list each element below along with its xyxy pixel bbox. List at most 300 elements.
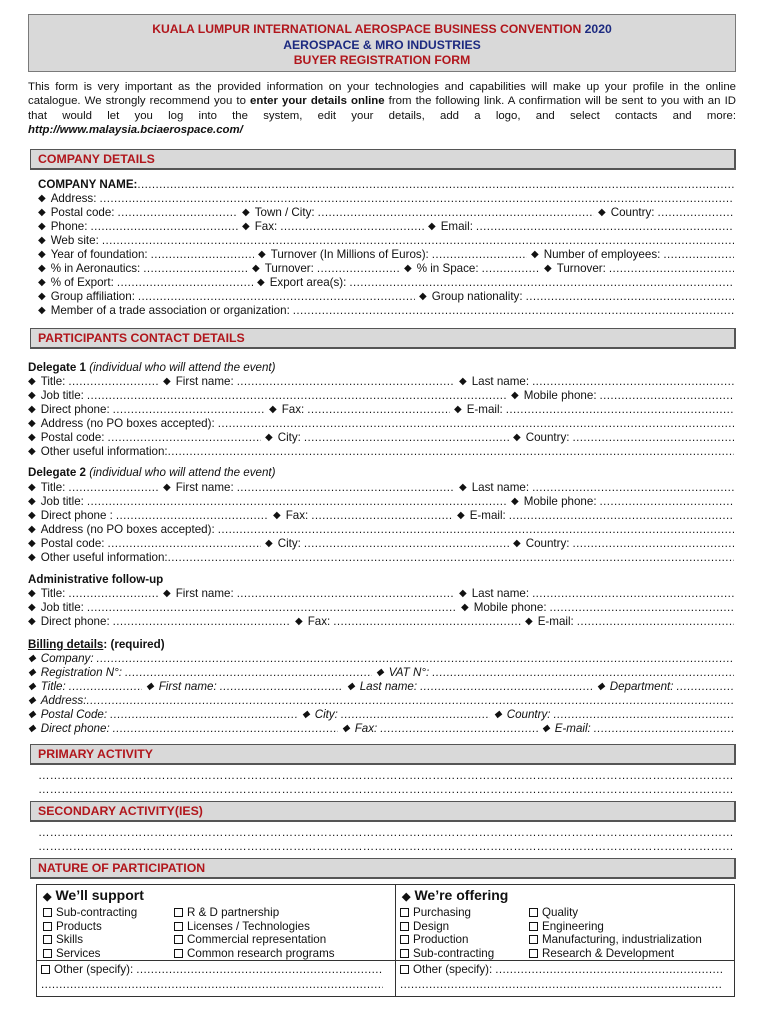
checkbox-square-icon[interactable] xyxy=(400,922,409,931)
fill-in-dotted-line[interactable] xyxy=(108,537,261,551)
header-year: 2020 xyxy=(584,22,612,36)
turnover-aero-field[interactable] xyxy=(248,262,400,276)
fill-in-dotted-line[interactable] xyxy=(600,495,734,509)
billing-email-field[interactable] xyxy=(538,722,734,736)
checkbox-square-icon[interactable] xyxy=(400,908,409,917)
header-line-2: AEROSPACE & MRO INDUSTRIES xyxy=(283,37,481,52)
offer-production-checkbox[interactable]: Production xyxy=(400,933,468,947)
section-company-details: COMPANY DETAILS xyxy=(30,149,736,170)
fill-in-dotted-line[interactable] xyxy=(677,680,735,694)
fill-in-dotted-line[interactable] xyxy=(432,248,527,262)
fill-in-dotted-line[interactable] xyxy=(311,509,453,523)
d1-other-info-field[interactable] xyxy=(28,445,734,459)
fill-in-dotted-line[interactable] xyxy=(87,495,507,509)
field-label: City: xyxy=(277,537,301,550)
field-label: Fax: xyxy=(254,220,278,233)
fill-in-dotted-line[interactable] xyxy=(116,509,269,523)
field-label: Other (specify): xyxy=(54,963,134,976)
bullet-diamond-icon: ◆ xyxy=(513,538,521,549)
d2-mobile-field[interactable] xyxy=(507,495,734,509)
fill-in-dotted-line[interactable] xyxy=(532,375,734,389)
billing-company-field[interactable] xyxy=(28,652,734,666)
primary-activity-line-1[interactable] xyxy=(38,769,734,783)
field-label: Job title: xyxy=(40,601,84,614)
checkbox-square-icon[interactable] xyxy=(400,965,409,974)
email-field[interactable] xyxy=(424,220,734,234)
bullet-diamond-icon: ◆ xyxy=(28,709,36,720)
d2-address-field[interactable] xyxy=(28,523,734,537)
section-primary-activity: PRIMARY ACTIVITY xyxy=(30,744,736,765)
admin-mobile-field[interactable] xyxy=(457,601,734,615)
billing-first-name-field[interactable] xyxy=(142,680,343,694)
fill-in-dotted-line[interactable] xyxy=(168,445,734,459)
d1-direct-phone-field[interactable] xyxy=(28,403,265,417)
field-label: E-mail: xyxy=(466,403,503,416)
field-label: Turnover: xyxy=(264,262,314,275)
field-label: Address (no PO boxes accepted): xyxy=(40,523,215,536)
bullet-diamond-icon: ◆ xyxy=(28,418,36,429)
bullet-diamond-icon: ◆ xyxy=(265,538,273,549)
offer-quality-checkbox[interactable]: Quality xyxy=(529,906,578,920)
fill-in-dotted-line[interactable] xyxy=(102,234,734,248)
bullet-diamond-icon: ◆ xyxy=(531,249,539,260)
checkbox-square-icon[interactable] xyxy=(174,949,183,958)
checkbox-square-icon[interactable] xyxy=(174,922,183,931)
fill-in-dotted-line[interactable] xyxy=(476,220,734,234)
fill-in-dotted-line[interactable] xyxy=(380,722,538,736)
offer-other-field[interactable] xyxy=(400,963,722,977)
support-other-line[interactable] xyxy=(41,978,383,992)
fill-in-dotted-line[interactable] xyxy=(658,206,734,220)
field-label: Job title: xyxy=(40,389,84,402)
fill-in-dotted-line[interactable] xyxy=(151,248,254,262)
d2-city-field[interactable] xyxy=(261,537,509,551)
bullet-diamond-icon: ◆ xyxy=(28,496,36,507)
bullet-diamond-icon: ◆ xyxy=(511,496,519,507)
bullet-diamond-icon: ◆ xyxy=(598,207,606,218)
bullet-diamond-icon: ◆ xyxy=(347,681,355,692)
bullet-diamond-icon: ◆ xyxy=(38,193,46,204)
bullet-diamond-icon: ◆ xyxy=(28,482,36,493)
fill-in-dotted-line[interactable] xyxy=(349,276,734,290)
admin-job-title-field[interactable] xyxy=(28,601,457,615)
secondary-activity-line-1[interactable] xyxy=(38,826,734,840)
bullet-diamond-icon: ◆ xyxy=(28,390,36,401)
fill-in-dotted-line[interactable] xyxy=(108,431,261,445)
field-label: Group nationality: xyxy=(431,290,523,303)
billing-postal-code-field[interactable] xyxy=(28,708,298,722)
field-label: Other useful information: xyxy=(40,445,168,458)
billing-country-field[interactable] xyxy=(490,708,734,722)
fax-field[interactable] xyxy=(238,220,424,234)
fill-in-dotted-line[interactable] xyxy=(573,431,734,445)
fill-in-dotted-line[interactable] xyxy=(509,509,734,523)
bullet-diamond-icon: ◆ xyxy=(28,538,36,549)
fill-in-dotted-line[interactable] xyxy=(87,601,457,615)
field-label: Postal code: xyxy=(50,206,115,219)
admin-first-name-field[interactable] xyxy=(159,587,455,601)
offer-sub-contracting-checkbox[interactable]: Sub-contracting xyxy=(400,947,494,961)
bullet-diamond-icon: ◆ xyxy=(38,249,46,260)
field-label: Job title: xyxy=(40,495,84,508)
field-label: Group affiliation: xyxy=(50,290,135,303)
fill-in-dotted-line[interactable] xyxy=(87,389,507,403)
bullet-diamond-icon: ◆ xyxy=(511,390,519,401)
d2-direct-phone-field[interactable] xyxy=(28,509,269,523)
bullet-diamond-icon: ◆ xyxy=(459,376,467,387)
support-sub-contracting-checkbox[interactable]: Sub-contracting xyxy=(43,906,137,920)
field-label: E-mail: xyxy=(537,615,574,628)
field-label: Town / City: xyxy=(254,206,315,219)
fill-in-dotted-line[interactable] xyxy=(136,963,383,977)
field-label: First name: xyxy=(175,375,234,388)
fill-in-dotted-line[interactable] xyxy=(137,178,734,192)
fill-in-dotted-line[interactable] xyxy=(117,276,253,290)
fill-in-dotted-line[interactable] xyxy=(125,666,372,680)
field-label: First name: xyxy=(175,587,234,600)
bullet-diamond-icon: ◆ xyxy=(38,263,46,274)
field-label: COMPANY NAME: xyxy=(38,178,138,191)
bullet-diamond-icon: ◆ xyxy=(28,432,36,443)
billing-department-field[interactable] xyxy=(593,680,734,694)
field-label: Title: xyxy=(40,680,66,693)
support-other-field[interactable] xyxy=(41,963,383,977)
fill-in-dotted-line[interactable] xyxy=(318,206,594,220)
section-nature-participation: NATURE OF PARTICIPATION xyxy=(30,858,736,879)
offer-research-development-checkbox[interactable]: Research & Development xyxy=(529,947,674,961)
section-secondary-activity: SECONDARY ACTIVITY(IES) xyxy=(30,801,736,822)
field-label: Fax: xyxy=(307,615,331,628)
billing-title-field[interactable] xyxy=(28,680,142,694)
d1-country-field[interactable] xyxy=(509,431,734,445)
field-label: Fax: xyxy=(354,722,378,735)
field-label: Country: xyxy=(525,537,570,550)
support-common-research-checkbox[interactable]: Common research programs xyxy=(174,947,335,961)
field-label: Registration N°: xyxy=(40,666,123,679)
bullet-diamond-icon: ◆ xyxy=(404,263,412,274)
field-label: Title: xyxy=(40,587,66,600)
fill-in-dotted-line[interactable] xyxy=(317,262,400,276)
fill-in-dotted-line[interactable] xyxy=(573,537,734,551)
fill-in-dotted-line[interactable] xyxy=(609,262,734,276)
section-participants: PARTICIPANTS CONTACT DETAILS xyxy=(30,328,736,349)
fill-in-dotted-line[interactable] xyxy=(237,375,455,389)
field-label: Year of foundation: xyxy=(50,248,148,261)
field-label: Other useful information: xyxy=(40,551,168,564)
fill-in-dotted-line[interactable] xyxy=(495,963,722,977)
primary-activity-line-2[interactable] xyxy=(38,783,734,797)
bullet-diamond-icon: ◆ xyxy=(28,695,36,706)
header-line-3: BUYER REGISTRATION FORM xyxy=(293,53,471,67)
admin-last-name-field[interactable] xyxy=(455,587,734,601)
fill-in-dotted-line[interactable] xyxy=(218,523,734,537)
d1-job-title-field[interactable] xyxy=(28,389,507,403)
bullet-diamond-icon: ◆ xyxy=(419,291,427,302)
field-label: % of Export: xyxy=(50,276,114,289)
fill-in-dotted-line[interactable] xyxy=(113,722,338,736)
bullet-diamond-icon: ◆ xyxy=(242,207,250,218)
bullet-diamond-icon: ◆ xyxy=(273,510,281,521)
field-label: Member of a trade association or organization: xyxy=(50,304,290,317)
field-label: City: xyxy=(314,708,338,721)
fill-in-dotted-line[interactable] xyxy=(113,615,291,629)
offer-manufacturing-checkbox[interactable]: Manufacturing, industrialization xyxy=(529,933,702,947)
fill-in-dotted-line[interactable] xyxy=(532,587,734,601)
offer-design-checkbox[interactable]: Design xyxy=(400,920,449,934)
field-label: Department: xyxy=(609,680,674,693)
header-line-1: KUALA LUMPUR INTERNATIONAL AEROSPACE BUSINESS CONVENTION 2020 xyxy=(152,22,612,36)
fill-in-dotted-line[interactable] xyxy=(532,481,734,495)
group-nationality-field[interactable] xyxy=(415,290,734,304)
fill-in-dotted-line[interactable] xyxy=(304,431,509,445)
phone-field[interactable] xyxy=(38,220,238,234)
offering-title: ◆ We’re offering xyxy=(402,887,509,903)
fill-in-dotted-line[interactable] xyxy=(333,615,521,629)
offer-engineering-checkbox[interactable]: Engineering xyxy=(529,920,604,934)
d2-country-field[interactable] xyxy=(509,537,734,551)
d1-email-field[interactable] xyxy=(450,403,734,417)
fill-in-dotted-line[interactable] xyxy=(506,403,734,417)
bullet-diamond-icon: ◆ xyxy=(258,249,266,260)
checkbox-square-icon[interactable] xyxy=(400,935,409,944)
fill-in-dotted-line[interactable] xyxy=(113,403,265,417)
fill-in-dotted-line[interactable] xyxy=(218,417,734,431)
d1-postal-code-field[interactable] xyxy=(28,431,261,445)
support-licenses-checkbox[interactable]: Licenses / Technologies xyxy=(174,920,310,934)
support-commercial-representation-checkbox[interactable]: Commercial representation xyxy=(174,933,326,947)
d1-city-field[interactable] xyxy=(261,431,509,445)
group-affiliation-field[interactable] xyxy=(38,290,415,304)
bullet-diamond-icon: ◆ xyxy=(459,588,467,599)
support-services-checkbox[interactable]: Services xyxy=(43,947,100,961)
support-rd-partnership-checkbox[interactable]: R & D partnership xyxy=(174,906,279,920)
fill-in-dotted-line[interactable] xyxy=(69,680,142,694)
field-label: Email: xyxy=(440,220,473,233)
bullet-diamond-icon: ◆ xyxy=(28,588,36,599)
fill-in-dotted-line[interactable] xyxy=(594,722,734,736)
bullet-diamond-icon: ◆ xyxy=(269,404,277,415)
checkbox-square-icon[interactable] xyxy=(529,949,538,958)
trade-association-field[interactable] xyxy=(38,304,734,318)
fill-in-dotted-line[interactable] xyxy=(143,262,248,276)
field-label: Fax: xyxy=(285,509,309,522)
fill-in-dotted-line[interactable] xyxy=(420,680,593,694)
d2-email-field[interactable] xyxy=(453,509,734,523)
fill-in-dotted-line[interactable] xyxy=(341,708,490,722)
registration-link[interactable]: http://www.malaysia.bciaerospace.com/ xyxy=(28,124,243,137)
bullet-diamond-icon: ◆ xyxy=(38,235,46,246)
bullet-diamond-icon: ◆ xyxy=(28,602,36,613)
fill-in-dotted-line[interactable] xyxy=(550,601,734,615)
bullet-diamond-icon: ◆ xyxy=(38,277,46,288)
checkbox-square-icon[interactable] xyxy=(43,949,52,958)
field-label: Country: xyxy=(525,431,570,444)
fill-in-dotted-line[interactable] xyxy=(526,290,734,304)
fill-in-dotted-line[interactable] xyxy=(237,481,455,495)
fill-in-dotted-line[interactable] xyxy=(68,375,159,389)
d1-mobile-field[interactable] xyxy=(507,389,734,403)
d2-job-title-field[interactable] xyxy=(28,495,507,509)
field-label: Number of employees: xyxy=(543,248,661,261)
bullet-diamond-icon: ◆ xyxy=(302,709,310,720)
pct-export-field[interactable] xyxy=(38,276,253,290)
d2-postal-code-field[interactable] xyxy=(28,537,261,551)
delegate-1-heading: Delegate 1 (individual who will attend the event) xyxy=(28,361,276,374)
fill-in-dotted-line[interactable] xyxy=(220,680,343,694)
field-label: Mobile phone: xyxy=(473,601,547,614)
d2-first-name-field[interactable] xyxy=(159,481,455,495)
bullet-diamond-icon: ◆ xyxy=(28,552,36,563)
billing-city-field[interactable] xyxy=(298,708,490,722)
export-areas-field[interactable] xyxy=(253,276,734,290)
website-field[interactable] xyxy=(38,234,734,248)
fill-in-dotted-line[interactable] xyxy=(663,248,734,262)
billing-heading: Billing details: (required) xyxy=(28,638,165,651)
bullet-diamond-icon: ◆ xyxy=(494,709,502,720)
field-label: Postal Code: xyxy=(40,708,108,721)
participation-table xyxy=(36,884,735,997)
fill-in-dotted-line[interactable] xyxy=(86,694,734,708)
billing-fax-field[interactable] xyxy=(338,722,538,736)
bullet-diamond-icon: ◆ xyxy=(28,446,36,457)
checkbox-square-icon[interactable] xyxy=(529,922,538,931)
d2-other-info-field[interactable] xyxy=(28,551,734,565)
fill-in-dotted-line[interactable] xyxy=(237,587,455,601)
field-label: Turnover (In Millions of Euros): xyxy=(270,248,429,261)
billing-last-name-field[interactable] xyxy=(343,680,593,694)
checkbox-square-icon[interactable] xyxy=(529,935,538,944)
billing-vat-field[interactable] xyxy=(372,666,734,680)
field-label: E-mail: xyxy=(554,722,591,735)
field-label: First name: xyxy=(158,680,217,693)
d1-last-name-field[interactable] xyxy=(455,375,734,389)
fill-in-dotted-line[interactable] xyxy=(280,220,424,234)
field-label: City: xyxy=(277,431,301,444)
field-label: Mobile phone: xyxy=(523,495,597,508)
field-label: Direct phone: xyxy=(40,615,110,628)
field-label: % in Aeronautics: xyxy=(50,262,141,275)
bullet-diamond-icon: ◆ xyxy=(38,221,46,232)
bullet-diamond-icon: ◆ xyxy=(454,404,462,415)
d1-title-field[interactable] xyxy=(28,375,159,389)
fill-in-dotted-line[interactable] xyxy=(600,389,734,403)
bullet-diamond-icon: ◆ xyxy=(457,510,465,521)
town-city-field[interactable] xyxy=(238,206,594,220)
pct-space-field[interactable] xyxy=(400,262,540,276)
d1-first-name-field[interactable] xyxy=(159,375,455,389)
fill-in-dotted-line[interactable] xyxy=(432,666,734,680)
bullet-diamond-icon: ◆ xyxy=(28,723,36,734)
fill-in-dotted-line[interactable] xyxy=(554,708,734,722)
admin-title-field[interactable] xyxy=(28,587,159,601)
employees-field[interactable] xyxy=(527,248,734,262)
turnover-euros-field[interactable] xyxy=(254,248,527,262)
fill-in-dotted-line[interactable] xyxy=(99,192,734,206)
d1-address-field[interactable] xyxy=(28,417,734,431)
fill-in-dotted-line[interactable] xyxy=(307,403,450,417)
checkbox-square-icon[interactable] xyxy=(529,908,538,917)
field-label: Postal code: xyxy=(40,431,105,444)
billing-registration-field[interactable] xyxy=(28,666,372,680)
bullet-diamond-icon: ◆ xyxy=(28,404,36,415)
admin-fax-field[interactable] xyxy=(291,615,521,629)
d1-fax-field[interactable] xyxy=(265,403,450,417)
bullet-diamond-icon: ◆ xyxy=(38,291,46,302)
fill-in-dotted-line[interactable] xyxy=(110,708,298,722)
checkbox-square-icon[interactable] xyxy=(41,965,50,974)
fill-in-dotted-line[interactable] xyxy=(68,481,159,495)
turnover-space-field[interactable] xyxy=(540,262,734,276)
support-skills-checkbox[interactable]: Skills xyxy=(43,933,83,947)
field-label: Last name: xyxy=(471,587,530,600)
offer-other-line[interactable] xyxy=(400,978,722,992)
field-label: Direct phone: xyxy=(40,722,110,735)
bullet-diamond-icon: ◆ xyxy=(461,602,469,613)
delegate-2-heading: Delegate 2 (individual who will attend the event) xyxy=(28,466,276,479)
address-field[interactable] xyxy=(38,192,734,206)
checkbox-square-icon[interactable] xyxy=(43,935,52,944)
fill-in-dotted-line[interactable] xyxy=(293,304,734,318)
fill-in-dotted-line[interactable] xyxy=(482,262,540,276)
checkbox-square-icon[interactable] xyxy=(174,935,183,944)
bullet-diamond-icon: ◆ xyxy=(257,277,265,288)
fill-in-dotted-line[interactable] xyxy=(90,220,238,234)
field-label: Address: xyxy=(50,192,97,205)
checkbox-square-icon[interactable] xyxy=(400,949,409,958)
d2-fax-field[interactable] xyxy=(269,509,453,523)
support-title: ◆ We’ll support xyxy=(43,887,144,903)
bullet-diamond-icon: ◆ xyxy=(265,432,273,443)
offer-purchasing-checkbox[interactable]: Purchasing xyxy=(400,906,471,920)
pct-aeronautics-field[interactable] xyxy=(38,262,248,276)
fill-in-dotted-line[interactable] xyxy=(168,551,734,565)
bullet-diamond-icon: ◆ xyxy=(28,616,36,627)
admin-email-field[interactable] xyxy=(521,615,734,629)
field-label: Direct phone : xyxy=(40,509,113,522)
postal-code-field[interactable] xyxy=(38,206,238,220)
bullet-diamond-icon: ◆ xyxy=(163,482,171,493)
admin-direct-phone-field[interactable] xyxy=(28,615,291,629)
bullet-diamond-icon: ◆ xyxy=(163,376,171,387)
billing-direct-phone-field[interactable] xyxy=(28,722,338,736)
secondary-activity-line-2[interactable] xyxy=(38,840,734,854)
billing-address-field[interactable] xyxy=(28,694,734,708)
support-products-checkbox[interactable]: Products xyxy=(43,920,102,934)
bullet-diamond-icon: ◆ xyxy=(525,616,533,627)
fill-in-dotted-line[interactable] xyxy=(68,587,159,601)
country-field[interactable] xyxy=(594,206,734,220)
fill-in-dotted-line[interactable] xyxy=(138,290,415,304)
checkbox-square-icon[interactable] xyxy=(174,908,183,917)
bullet-diamond-icon: ◆ xyxy=(295,616,303,627)
fill-in-dotted-line[interactable] xyxy=(97,652,734,666)
bullet-diamond-icon: ◆ xyxy=(242,221,250,232)
fill-in-dotted-line[interactable] xyxy=(577,615,734,629)
bullet-diamond-icon: ◆ xyxy=(163,588,171,599)
company-name-field[interactable] xyxy=(38,178,734,192)
d2-last-name-field[interactable] xyxy=(455,481,734,495)
year-foundation-field[interactable] xyxy=(38,248,254,262)
bullet-diamond-icon: ◆ xyxy=(342,723,350,734)
checkbox-square-icon[interactable] xyxy=(43,908,52,917)
fill-in-dotted-line[interactable] xyxy=(304,537,509,551)
checkbox-square-icon[interactable] xyxy=(43,922,52,931)
fill-in-dotted-line[interactable] xyxy=(118,206,238,220)
field-label: First name: xyxy=(175,481,234,494)
d2-title-field[interactable] xyxy=(28,481,159,495)
bullet-diamond-icon: ◆ xyxy=(28,376,36,387)
intro-bold: enter your details online xyxy=(250,95,385,108)
